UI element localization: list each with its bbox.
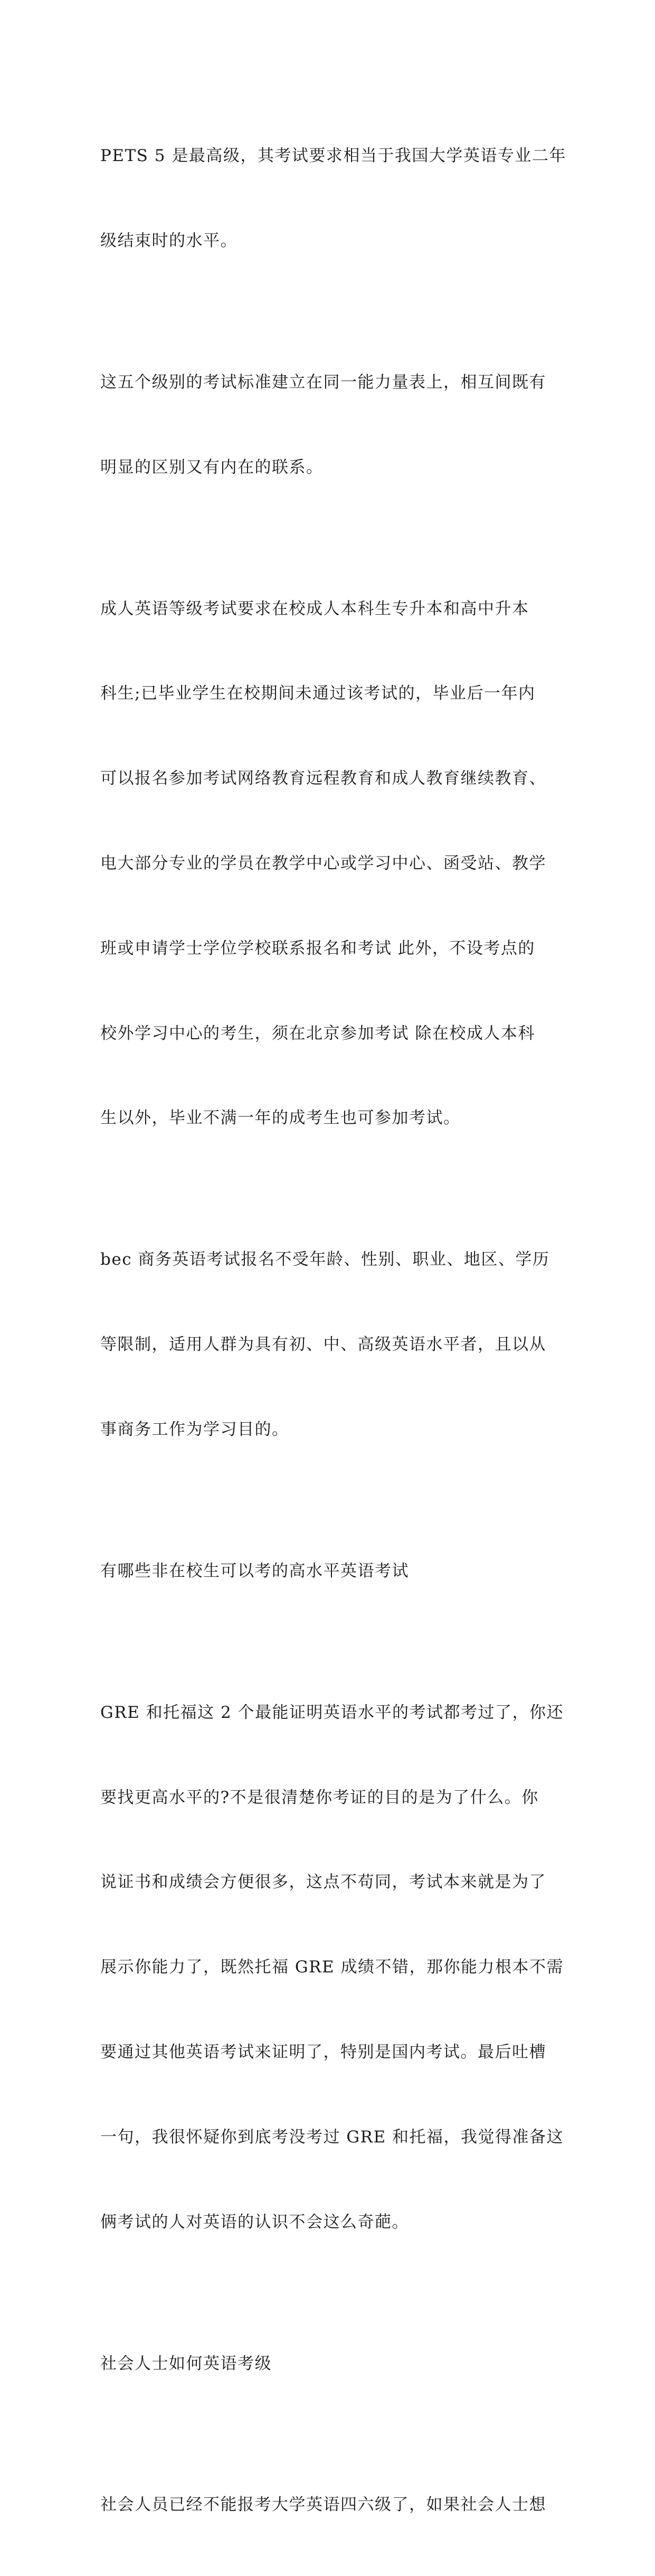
text-line: 社会人士如何英语考级 xyxy=(100,2354,272,2373)
text-line: 班或申请学士学位学校联系报名和考试 此外，不设考点的 xyxy=(100,938,535,958)
text-line: PETS 5 是最高级，其考试要求相当于我国大学英语专业二年 xyxy=(100,146,566,166)
paragraph-five-levels xyxy=(100,312,565,539)
text-line: 科生;已毕业学生在校期间未通过该考试的，毕业后一年内 xyxy=(100,684,536,703)
text-line: 要通过其他英语考试来证明了，特别是国内考试。最后吐槽 xyxy=(100,2042,546,2062)
paragraph-social-people xyxy=(100,2434,565,2576)
text-line: 成人英语等级考试要求在校成人本科生专升本和高中升本 xyxy=(100,599,529,618)
text-line: bec 商务英语考试报名不受年龄、性别、职业、地区、学历 xyxy=(100,1250,550,1270)
text-line: GRE 和托福这 2 个最能证明英语水平的考试都考过了，你还 xyxy=(100,1703,564,1722)
document-body xyxy=(100,86,565,2576)
text-line: 明显的区别又有内在的联系。 xyxy=(100,457,324,477)
text-line: 展示你能力了，既然托福 GRE 成绩不错，那你能力根本不需 xyxy=(100,1958,564,1977)
paragraph-gre-toefl xyxy=(100,1642,565,2293)
text-line: 俩考试的人对英语的认识不会这么奇葩。 xyxy=(100,2212,409,2232)
text-line: 说证书和成绩会方便很多，这点不苟同，考试本来就是为了 xyxy=(100,1873,546,1892)
paragraph-bec xyxy=(100,1189,565,1501)
heading-social-exam xyxy=(100,2293,565,2434)
paragraph-pets5 xyxy=(100,86,565,312)
text-line: 事商务工作为学习目的。 xyxy=(100,1419,289,1439)
text-line: 这五个级别的考试标准建立在同一能力量表上，相互间既有 xyxy=(100,372,546,392)
text-line: 社会人员已经不能报考大学英语四六级了，如果社会人士想 xyxy=(100,2495,546,2515)
text-line: 电大部分专业的学员在教学中心或学习中心、函受站、教学 xyxy=(100,854,546,873)
text-line: 校外学习中心的考生，须在北京参加考试 除在校成人本科 xyxy=(100,1023,535,1043)
text-line: 可以报名参加考试网络教育远程教育和成人教育继续教育、 xyxy=(100,769,546,788)
text-line: 等限制，适用人群为具有初、中、高级英语水平者，且以从 xyxy=(100,1335,546,1355)
paragraph-adult-english xyxy=(100,539,565,1190)
text-line: 一句，我很怀疑你到底考没考过 GRE 和托福，我觉得准备这 xyxy=(100,2127,564,2147)
heading-high-level-exams xyxy=(100,1501,565,1642)
text-line: 生以外，毕业不满一年的成考生也可参加考试。 xyxy=(100,1108,461,1128)
text-line: 级结束时的水平。 xyxy=(100,231,238,250)
text-line: 有哪些非在校生可以考的高水平英语考试 xyxy=(100,1561,409,1581)
text-line: 要找更高水平的?不是很清楚你考证的目的是为了什么。你 xyxy=(100,1788,539,1807)
